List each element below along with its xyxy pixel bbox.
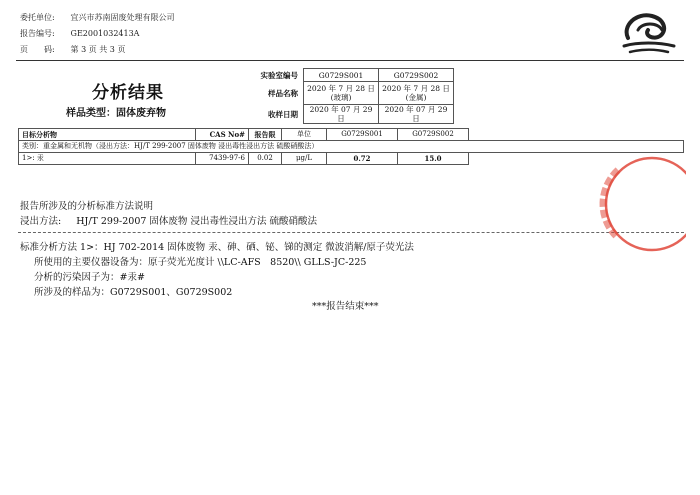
- value-cell-sample-1: 0.72: [327, 153, 398, 165]
- sample-type: 样品类型：固体废弃物: [66, 108, 166, 119]
- pollutant-line: 分析的污染因子为：#汞#: [34, 272, 145, 283]
- meta-cell: 2020 年 07 月 29 日: [379, 105, 454, 124]
- meta-label: 样品名称: [268, 88, 298, 98]
- meta-cell: 2020 年 7 月 28 日(金属): [379, 82, 454, 105]
- client-line: [20, 12, 175, 23]
- col-header-cas: CAS No#: [196, 129, 249, 141]
- unit-cell: μg/L: [282, 153, 327, 165]
- company-logo-icon: [618, 8, 680, 58]
- sample-meta-table: [232, 68, 454, 124]
- meta-cell: G0729S002: [379, 69, 454, 82]
- report-end: ***报告结束***: [312, 301, 379, 312]
- meta-cell: G0729S001: [304, 69, 379, 82]
- meta-row-lab-id: [232, 69, 454, 82]
- report-no-line: [20, 28, 139, 39]
- col-header-analyte: 目标分析物: [19, 129, 196, 141]
- category-cell: 类别：重金属和无机物（浸出方法：HJ/T 299-2007 固体废物 浸出毒性浸出方法 硫酸硝酸法）: [19, 141, 684, 153]
- results-header-row: [19, 129, 684, 141]
- leach-method-value: HJ/T 299-2007 固体废物 浸出毒性浸出方法 硫酸硝酸法: [76, 216, 317, 227]
- analyte-cell: 1>: 汞: [19, 153, 196, 165]
- meta-row-receive-date: [232, 105, 454, 124]
- col-header-limit: 报告限: [249, 129, 282, 141]
- page-value: 第 3 页 共 3 页: [70, 45, 126, 54]
- samples-line: 所涉及的样品为：G0729S001、G0729S002: [34, 287, 233, 298]
- company-seal-icon: [578, 150, 686, 258]
- client-label: 委托单位:: [20, 13, 55, 22]
- page-label: 页 码:: [20, 45, 55, 54]
- table-filler: [469, 129, 684, 141]
- standard-method: 标准分析方法 1>：HJ 702-2014 固体废物 汞、砷、硒、铋、锑的测定 微波消解/原子荧光法: [20, 242, 414, 253]
- instrument-line: 所使用的主要仪器设备为：原子荧光光度计 \\LC-AFS 8520\\ GLLS-JC-225: [34, 257, 367, 268]
- col-header-sample-2: G0729S002: [398, 129, 469, 141]
- cas-cell: 7439-97-6: [196, 153, 249, 165]
- report-no-value: GE2001032413A: [70, 29, 140, 38]
- header-rule: [16, 60, 684, 61]
- meta-label: 实验室编号: [260, 70, 298, 80]
- leach-method-line: [20, 213, 317, 227]
- meta-row-sample-name: [232, 82, 454, 105]
- report-no-label: 报告编号:: [20, 29, 55, 38]
- meta-cell: 2020 年 7 月 28 日(玻璃): [304, 82, 379, 105]
- leach-method-label: 浸出方法:: [20, 216, 62, 227]
- col-header-sample-1: G0729S001: [327, 129, 398, 141]
- value-cell-sample-2: 15.0: [398, 153, 469, 165]
- meta-label: 收样日期: [268, 109, 298, 119]
- client-value: 宜兴市苏南固废处理有限公司: [70, 13, 175, 22]
- page-title: 分析结果: [92, 83, 164, 103]
- page-line: [20, 44, 125, 55]
- limit-cell: 0.02: [249, 153, 282, 165]
- notes-section-title: 报告所涉及的分析标准方法说明: [20, 201, 154, 212]
- col-header-unit: 单位: [282, 129, 327, 141]
- meta-cell: 2020 年 07 月 29 日: [304, 105, 379, 124]
